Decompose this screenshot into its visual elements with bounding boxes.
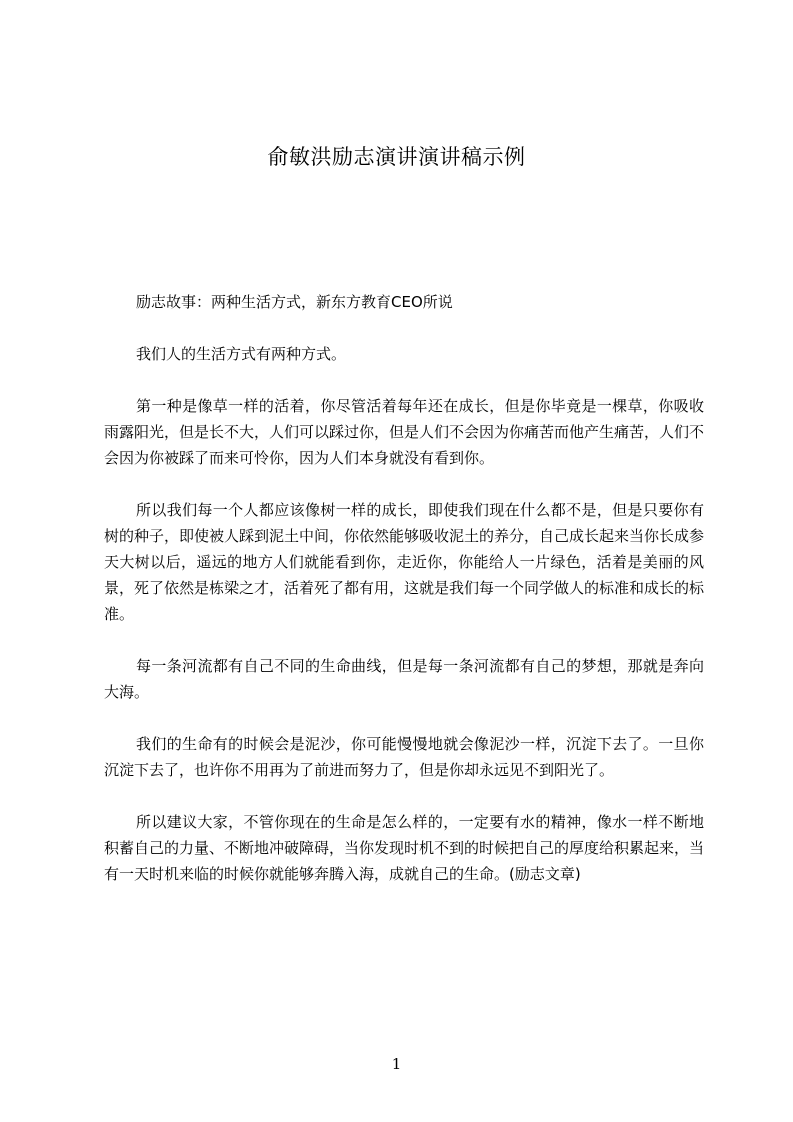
paragraph-river: 每一条河流都有自己不同的生命曲线，但是每一条河流都有自己的梦想，那就是奔向大海。	[104, 657, 704, 701]
paragraph-two-ways: 我们人的生活方式有两种方式。	[136, 345, 347, 363]
page-number: 1	[391, 1055, 402, 1073]
paragraph-water: 所以建议大家，不管你现在的生命是怎么样的，一定要有水的精神，像水一样不断地积蓄自己的力量、不断地冲破障碍，当你发现时机不到的时候把自己的厚度给积累起来，当有一天时机来临的时候你就能够奔腾入海，成就自己的生命。(励志文章)	[104, 813, 705, 883]
paragraph-tree: 所以我们每一个人都应该像树一样的成长，即使我们现在什么都不是，但是只要你有树的种子，即使被人踩到泥土中间，你依然能够吸收泥土的养分，自己成长起来当你长成参天大树以后，遥远的地方人们就能看到你，走近你，你能给人一片绿色，活着是美丽的风景，死了依然是栋梁之才，活着死了都有用，这就是我们每一个同学做人的标准和成长的标准。	[104, 501, 705, 623]
paragraph-intro: 励志故事：两种生活方式，新东方教育CEO所说	[136, 293, 453, 311]
paragraph-grass: 第一种是像草一样的活着，你尽管活着每年还在成长，但是你毕竟是一棵草，你吸收雨露阳光，但是长不大，人们可以踩过你，但是人们不会因为你痛苦而他产生痛苦，人们不会因为你被踩了而来可怜你，因为人们本身就没有看到你。	[104, 397, 705, 467]
document-title: 俞敏洪励志演讲演讲稿示例	[267, 145, 526, 169]
paragraph-sand: 我们的生命有的时候会是泥沙，你可能慢慢地就会像泥沙一样，沉淀下去了。一旦你沉淀下去了，也许你不用再为了前进而努力了，但是你却永远见不到阳光了。	[104, 735, 704, 779]
document-body	[104, 289, 704, 887]
